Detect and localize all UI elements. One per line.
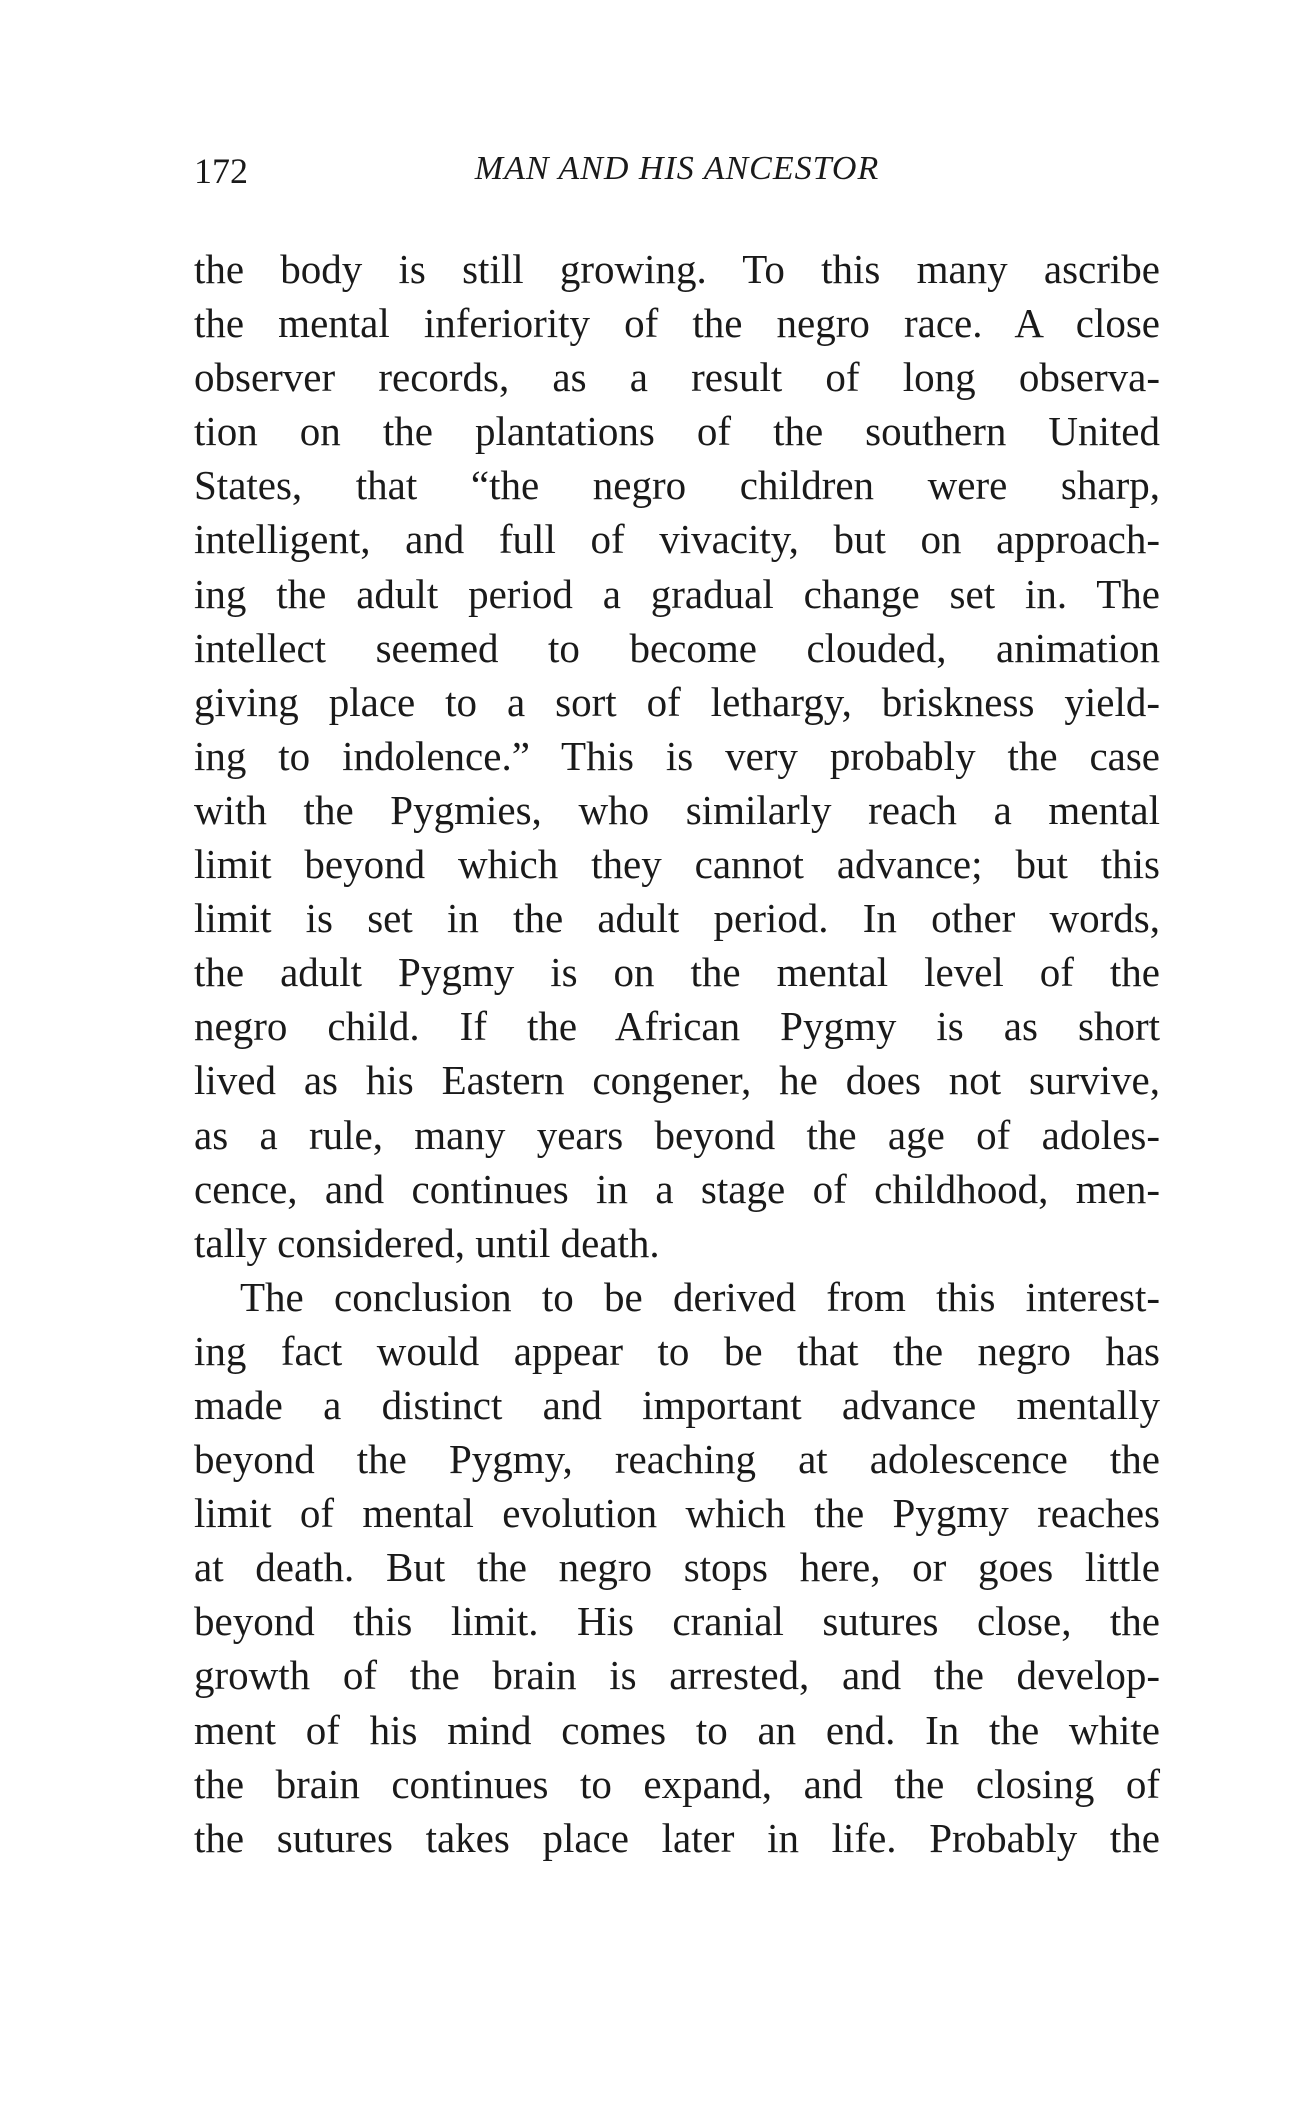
text-line: cence, and continues in a stage of childhood, men- xyxy=(194,1165,1160,1212)
text-line: with the Pygmies, who similarly reach a mental xyxy=(194,786,1160,833)
running-header xyxy=(194,150,1160,200)
text-line: the mental inferiority of the negro race. A close xyxy=(194,300,1160,347)
text-line: States, that “the negro children were sharp, xyxy=(194,462,1160,509)
text-line: the brain continues to expand, and the closing of xyxy=(194,1760,1160,1807)
text-line: tion on the plantations of the southern United xyxy=(194,408,1160,455)
text-line: the sutures takes place later in life. Probably the xyxy=(194,1814,1160,1861)
page-body xyxy=(194,242,1160,1865)
text-line: made a distinct and important advance mentally xyxy=(194,1381,1160,1428)
text-line: giving place to a sort of lethargy, briskness yield- xyxy=(194,678,1160,725)
paragraph xyxy=(194,1270,1160,1865)
paragraph xyxy=(194,242,1160,1270)
text-line: at death. But the negro stops here, or goes little xyxy=(194,1544,1160,1591)
text-line: as a rule, many years beyond the age of adoles- xyxy=(194,1111,1160,1158)
text-line: lived as his Eastern congener, he does not survive, xyxy=(194,1057,1160,1104)
text-line: observer records, as a result of long observa- xyxy=(194,354,1160,401)
text-line: the adult Pygmy is on the mental level of the xyxy=(194,949,1160,996)
text-line: the body is still growing. To this many ascribe xyxy=(194,246,1160,292)
text-line: intelligent, and full of vivacity, but on approach- xyxy=(194,516,1160,563)
text-line: limit is set in the adult period. In other words, xyxy=(194,895,1160,942)
text-line: ing fact would appear to be that the negro has xyxy=(194,1327,1160,1374)
text-line: beyond this limit. His cranial sutures close, the xyxy=(194,1598,1160,1645)
text-line: ment of his mind comes to an end. In the white xyxy=(194,1706,1160,1753)
text-line: beyond the Pygmy, reaching at adolescence the xyxy=(194,1436,1160,1483)
text-line: limit beyond which they cannot advance; but this xyxy=(194,841,1160,888)
text-line: negro child. If the African Pygmy is as short xyxy=(194,1003,1160,1050)
text-line: limit of mental evolution which the Pygmy reaches xyxy=(194,1490,1160,1537)
text-line: growth of the brain is arrested, and the develop- xyxy=(194,1652,1160,1699)
running-title: MAN AND HIS ANCESTOR xyxy=(474,150,880,187)
page-number: 172 xyxy=(194,151,248,191)
text-line: intellect seemed to become clouded, animation xyxy=(194,624,1160,671)
text-line: ing to indolence.” This is very probably the case xyxy=(194,732,1160,779)
text-line: ing the adult period a gradual change set in. The xyxy=(194,570,1160,617)
text-line: The conclusion to be derived from this interest- xyxy=(240,1273,1160,1320)
text-line: tally considered, until death. xyxy=(194,1219,660,1266)
